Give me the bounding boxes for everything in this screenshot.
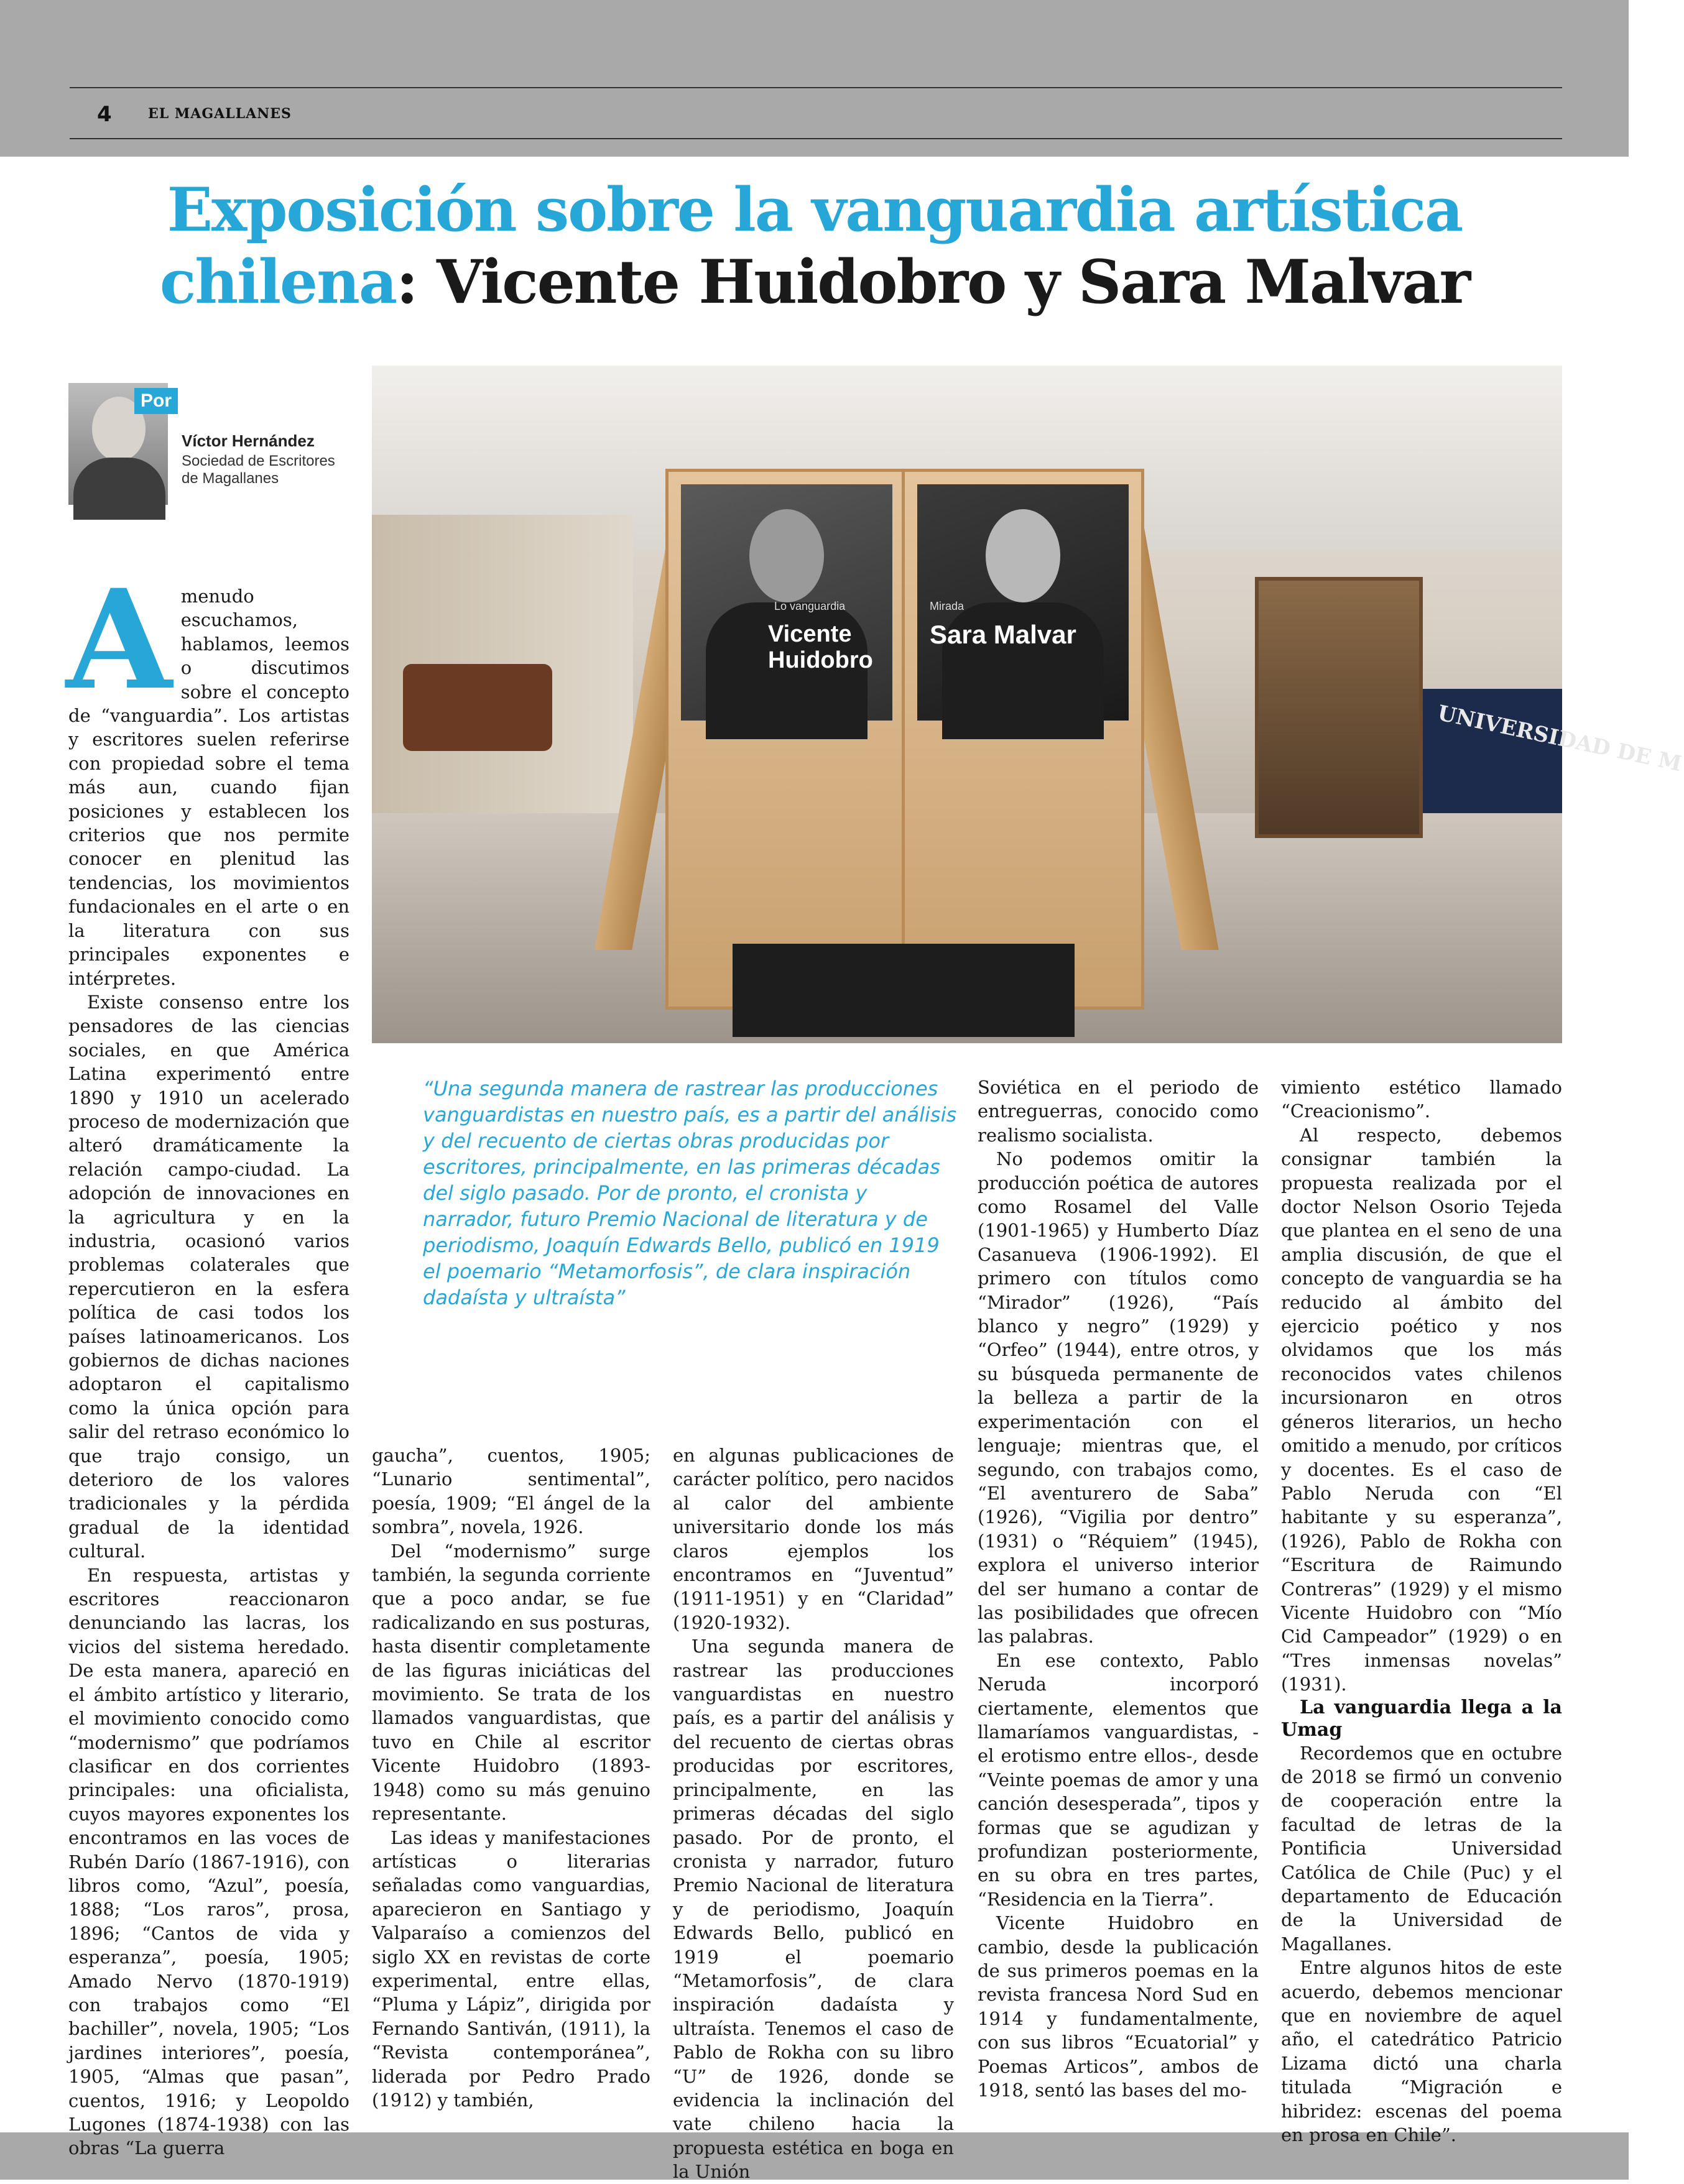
paragraph: Una segunda manera de rastrear las producciones vanguardistas en nuestro país, es a partir del análisis y del recuento de ciertas obras producidas por escritores, principalmente, en las primeras décadas del siglo pasado. Por de pronto, el cronista y narrador, futuro Premio Nacional de literatura y de periodismo, Joaquín Edwards Bello, publicó en 1919 el poemario “Metamorfosis”, de clara inspiración dadaísta y ultraísta. Tenemos el caso de Pablo de Rokha con su libro “U” de 1926, donde se evidencia la inclinación del vate chileno hacia la propuesta estética en boga en la Unión (673, 1636, 954, 2183)
panel-name: Vicente Huidobro (768, 621, 873, 673)
exhibit-panel-malvar (902, 469, 1144, 1010)
author-organization: Sociedad de Escritores de Magallanes (182, 453, 335, 487)
publication-name: EL MAGALLANES (148, 106, 292, 122)
page-number: 4 (97, 102, 112, 127)
paragraph: vimiento estético llamado “Creacionismo”. (1281, 1077, 1562, 1122)
panel-kicker: Lo vanguardia (774, 600, 846, 612)
photo-display-cabinet (1255, 577, 1423, 838)
portrait-face-shape (986, 509, 1060, 602)
paragraph: Existe consenso entre los pensadores de las ciencias sociales, en que América Latina experimentó entre 1890 y 1910 un acelerado proceso de modernización que alteró dramáticamente la relación campo-ciudad. La adopción de innovaciones en la agricultura y en la industria, ocasionó varios problemas colaterales que repercutieron en la esfera política de casi todos los países latinoamericanos. Los gobiernos de dichas naciones adoptaron el capitalismo como la única opción para salir del retraso económico lo que trajo consigo, un deterioro de los valores tradicionales y la pérdida gradual de la identidad cultural. (68, 991, 349, 1562)
portrait-malvar (917, 484, 1129, 721)
paragraph: Recordemos que en octubre de 2018 se firmó un convenio de cooperación entre la facultad de letras de la Pontificia Universidad Católica de Chile (Puc) y el departamento de Educación de la Universidad de Magallanes. (1281, 1742, 1562, 1955)
paragraph: menudo escuchamos, hablamos, leemos o discutimos sobre el concepto de “vanguardia”. Los artistas y escritores suelen referirse con propiedad sobre el tema más aun, cuando fijan posiciones y establecen los criterios que nos permite conocer en plenitud las tendencias, los movimientos fundacionales en el arte o en la literatura con sus principales exponentes e intérpretes. (68, 586, 349, 989)
paragraph: En respuesta, artistas y escritores reaccionaron denunciando las lacras, los vicios del sistema heredado. De esta manera, apareció en el ámbito artístico y literario, el movimiento conocido como “modernismo” que podríamos clasificar en dos corrientes principales: una oficialista, cuyos mayores exponentes los encontramos en las voces de Rubén Darío (1867-1916), con libros como, “Azul”, poesía, 1888; “Los raros”, prosa, 1896; “Cantos de vida y esperanza”, poesía, 1905; Amado Nervo (1870-1919) con trabajos como “El bachiller”, novela, 1905; “Los jardines interiores”, poesía, 1905, “Almas que pasan”, cuentos, 1916; y Leopoldo Lugones (1874-1938) con las obras “La guerra (68, 1564, 349, 2159)
paragraph: Soviética en el periodo de entreguerras, conocido como realismo socialista. (978, 1077, 1259, 1146)
column-1 (66, 559, 349, 2160)
paragraph: Vicente Huidobro en cambio, desde la publicación de sus primeros poemas en la revista francesa Nord Sud en 1914 y fundamentalmente, con sus libros “Ecuatorial” y Poemas Articos”, ambos de 1918, sentó las bases del mo- (978, 1912, 1259, 2101)
pull-quote: “Una segunda manera de rastrear las producciones vanguardistas en nuestro país, es a partir del análisis y del recuento de ciertas obras producidas por escritores, principalmente, en las primeras décadas del siglo pasado. Por de pronto, el cronista y narrador, futuro Premio Nacional de literatura y de periodismo, Joaquín Edwards Bello, publicó en 1919 el poemario “Metamorfosis”, de clara inspiración dadaísta y ultraísta” (423, 1077, 957, 1309)
exhibition-photo (372, 366, 1684, 1043)
portrait-huidobro (681, 484, 892, 721)
photo-table (1423, 689, 1684, 813)
photo-sofa (403, 664, 552, 751)
headline-colon: : (396, 247, 417, 317)
paragraph: Las ideas y manifestaciones artísticas o literarias señaladas como vanguardias, aparecieron en Santiago y Valparaíso a comienzos del siglo XX en revistas de corte experimental, entre ellas, “Pluma y Lápiz”, dirigida por Fernando Santiván, (1911), la “Revista contemporánea”, liderada por Pedro Prado (1912) y también, (372, 1827, 650, 2111)
portrait-face-shape (749, 509, 824, 602)
exhibit-panel-huidobro (665, 469, 908, 1010)
author-name: Víctor Hernández (182, 431, 315, 450)
column-3 (673, 1444, 954, 2184)
headline-blue-part: Exposición sobre la vanguardia artística chilena (159, 175, 1463, 317)
paragraph: Entre algunos hitos de este acuerdo, debemos mencionar que en noviembre de aquel año, el catedrático Patricio Lizama dictó una charla titulada “Migración e hibridez: escenas del poema en prosa en Chile”. (1281, 1957, 1562, 2146)
panel-name: Sara Malvar (930, 620, 1076, 649)
paragraph: Al respecto, debemos consignar también la propuesta realizada por el doctor Nelson Osorio Tejeda que plantea en el seno de una amplia discusión, de que el concepto de vanguardia se ha reducido al ámbito del ejercicio poético y nos olvidamos que los más reconocidos vates chilenos incursionaron en otros géneros literarios, un hecho omitido a menudo, por críticos y docentes. Es el caso de Pablo Neruda con “El habitante y su esperanza”, (1926), Pablo de Rokha con “Escritura de Raimundo Contreras” (1929) y el mismo Vicente Huidobro con “Mío Cid Campeador” (1929) o en “Tres inmensas novelas” (1931). (1281, 1124, 1562, 1695)
section-subhead: La vanguardia llega a la Umag (1281, 1696, 1562, 1741)
drop-cap: A (66, 559, 172, 720)
byline (68, 383, 354, 507)
column-5 (1281, 1076, 1562, 2147)
paragraph: No podemos omitir la producción poética de autores como Rosamel del Valle (1901-1965) y Humberto Díaz Casanueva (1906-1992). El primero con títulos como “Mirador” (1926), “País blanco y negro” (1929) y “Orfeo” (1944), entre otros, y su búsqueda permanente de la belleza a partir de la experimentación con el lenguaje; mientras que, el segundo, con trabajos como, “El aventurero de Saba” (1926), “Vigilia por dentro” (1931) o “Réquiem” (1945), explora el universo interior del ser humano a contar de las posibilidades que ofrecen las palabras. (978, 1148, 1259, 1647)
paragraph: gaucha”, cuentos, 1905; “Lunario sentimental”, poesía, 1909; “El ángel de la sombra”, novela, 1926. (372, 1445, 650, 1538)
byline-label: Por (134, 388, 178, 414)
paragraph: en algunas publicaciones de carácter político, pero nacidos al calor del ambiente universitario donde los más claros ejemplos los encontramos en “Juventud” (1911-1951) y en “Claridad” (1920-1932). (673, 1445, 954, 1633)
paragraph: Del “modernismo” surge también, la segunda corriente que a poco andar, se fue radicalizando en sus posturas, hasta disentir completamente de las figuras iniciáticas del movimiento. Se trata de los llamados vanguardistas, que tuvo en Chile al escritor Vicente Huidobro (1893-1948) como su más genuino representante. (372, 1540, 650, 1825)
column-4 (978, 1076, 1259, 2102)
photo-floor-mat (733, 944, 1075, 1037)
column-2 (372, 1444, 650, 2112)
article-headline (75, 174, 1555, 318)
panel-kicker: Mirada (930, 600, 965, 612)
author-body-shape (73, 458, 165, 520)
running-header (70, 87, 1562, 139)
headline-black-part: Vicente Huidobro y Sara Malvar (417, 247, 1470, 317)
paragraph: En ese contexto, Pablo Neruda incorporó ciertamente, elementos que llamaríamos vanguardistas, -el erotismo entre ellos-, desde “Veinte poemas de amor y una canción desesperada”, tipos y formas que se agudizan y profundizan posteriormente, en su obra en tres partes, “Residencia en la Tierra”. (978, 1649, 1259, 1910)
table-cloth-label: UNIVERSIDAD DE M (1435, 700, 1684, 777)
